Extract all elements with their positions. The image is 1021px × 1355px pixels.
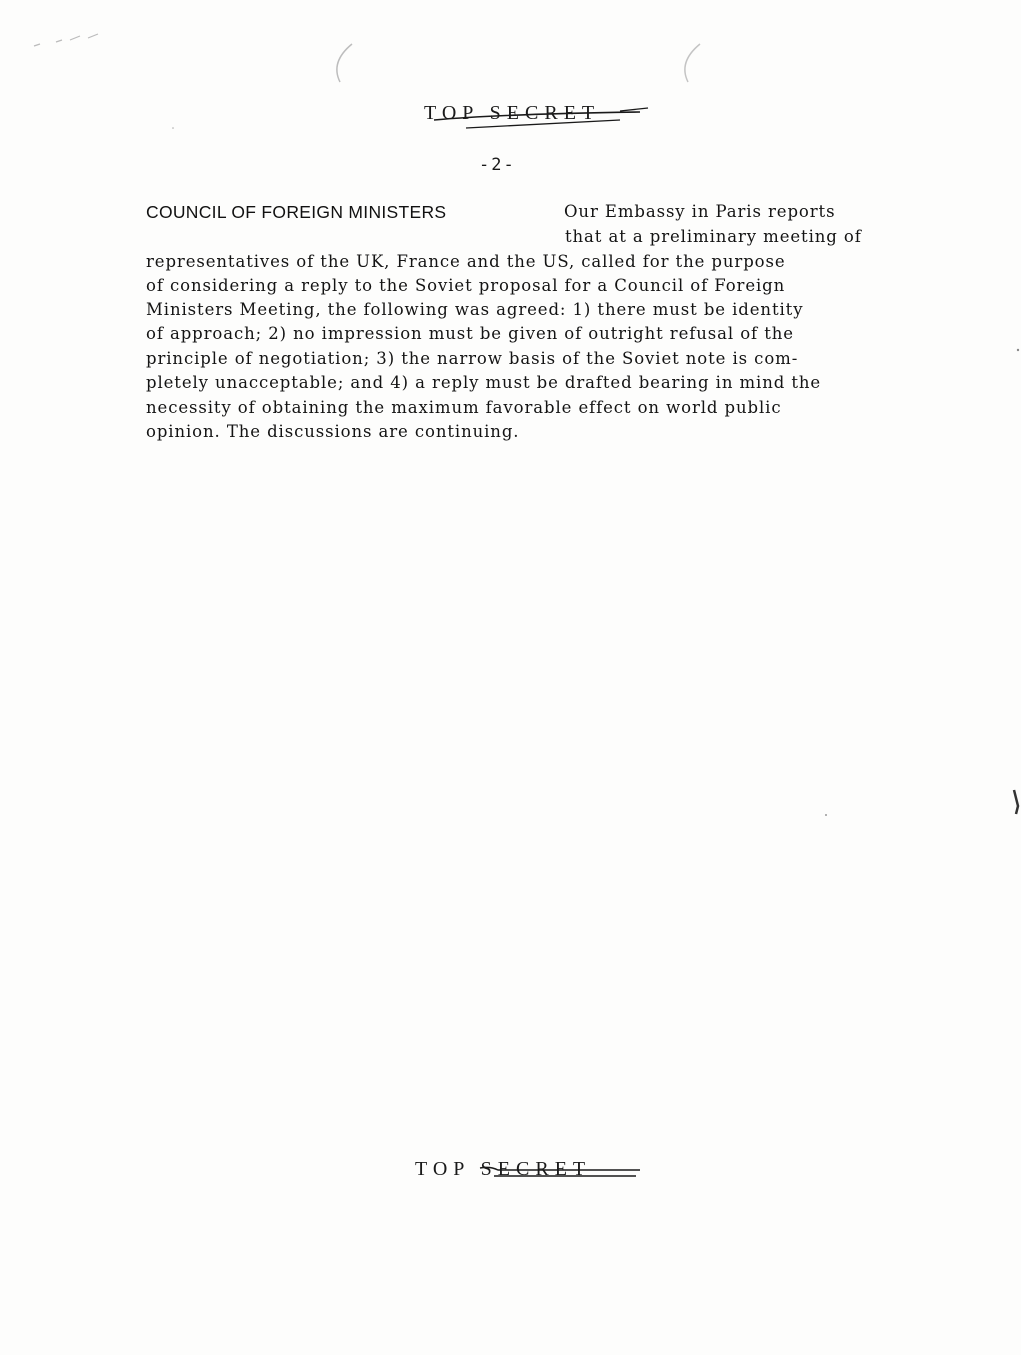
- body-line: representatives of the UK, France and the US, called for the purpose: [146, 252, 786, 271]
- body-line: necessity of obtaining the maximum favorable effect on world public: [146, 398, 782, 417]
- section-heading: COUNCIL OF FOREIGN MINISTERS: [146, 202, 447, 222]
- body-line: of considering a reply to the Soviet proposal for a Council of Foreign: [146, 276, 786, 295]
- classification-marking-bottom: TOP SECRET: [415, 1158, 592, 1180]
- body-line: of approach; 2) no impression must be given of outright refusal of the: [146, 324, 794, 343]
- body-line: principle of negotiation; 3) the narrow basis of the Soviet note is com-: [146, 349, 799, 368]
- body-line: Our Embassy in Paris reports: [564, 202, 836, 221]
- classification-marking-top: TOP SECRET: [424, 102, 601, 124]
- body-line: that at a preliminary meeting of: [565, 227, 862, 246]
- body-line: opinion. The discussions are continuing.: [146, 422, 520, 441]
- body-line: Ministers Meeting, the following was agreed: 1) there must be identity: [146, 300, 804, 319]
- body-line: pletely unacceptable; and 4) a reply must be drafted bearing in mind the: [146, 373, 822, 392]
- page-number: -2-: [479, 155, 516, 175]
